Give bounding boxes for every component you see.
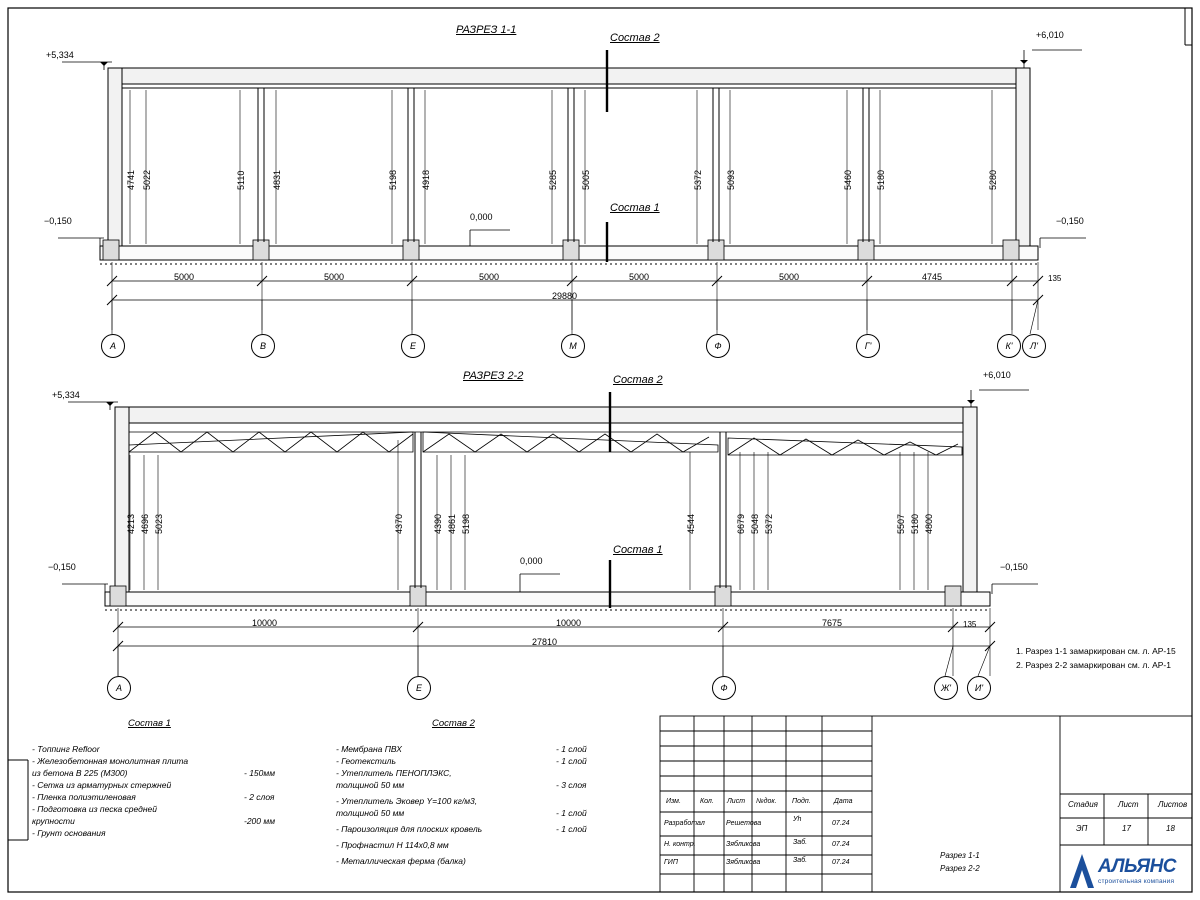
stamp-row-sign: Уh — [793, 816, 802, 823]
stamp-col-izm: Изм. — [666, 798, 681, 805]
legend-2-item: - Пароизоляция для плоских кровель — [336, 824, 483, 834]
sostav-2-mark-top-s2: Состав 2 — [613, 374, 663, 386]
axis-marker: Ф — [712, 676, 736, 700]
axis-marker: К' — [997, 334, 1021, 358]
height-label: 4696 — [140, 513, 150, 534]
height-label: 4544 — [686, 513, 696, 534]
legend-2-item: - Металлическая ферма (балка) — [336, 856, 466, 866]
section-1-title: РАЗРЕЗ 1-1 — [456, 24, 517, 36]
height-label: 5285 — [548, 169, 558, 190]
height-label: 4370 — [394, 513, 404, 534]
level-ground-left-s2: −0,150 — [48, 562, 76, 572]
height-label: 5372 — [764, 513, 774, 534]
height-label: 5180 — [876, 169, 886, 190]
total-length-s1: 29880 — [552, 291, 578, 301]
height-label: 4741 — [126, 169, 136, 190]
section-2-title: РАЗРЕЗ 2-2 — [463, 370, 524, 382]
legend-2-item: - Утеплитель ПЕНОПЛЭКС, — [336, 768, 452, 778]
legend-1-item: - Железобетонная монолитная плита — [32, 756, 189, 766]
span-label: 10000 — [252, 618, 278, 628]
stamp-meta-header: Стадия — [1068, 800, 1098, 809]
level-zero-s1: 0,000 — [470, 212, 493, 222]
stamp-meta-header: Лист — [1118, 800, 1139, 809]
height-label: 5280 — [988, 169, 998, 190]
legend-1-item: - Топпинг Refloor — [32, 744, 100, 754]
axis-marker: А — [101, 334, 125, 358]
level-top-left-s1: +5,334 — [46, 50, 74, 60]
legend-2-item: - Утеплитель Эковер Y=100 кг/м3, — [336, 796, 478, 806]
stamp-col-data: Дата — [834, 798, 853, 805]
legend-2-item: - Мембрана ПВХ — [336, 744, 402, 754]
stamp-col-ndok: №док. — [756, 798, 777, 805]
level-ground-right-s2: −0,150 — [1000, 562, 1028, 572]
stamp-col-list: Лист — [727, 798, 746, 805]
stamp-meta-value: 18 — [1166, 824, 1175, 833]
stamp-row-date: 07.24 — [832, 841, 850, 848]
stamp-doc-title-1: Разрез 1-1 — [940, 851, 980, 860]
span-label: 5000 — [479, 272, 500, 282]
height-label: 5198 — [388, 169, 398, 190]
legend-2-title: Состав 2 — [432, 718, 475, 729]
stamp-row-sign: Заб. — [793, 839, 808, 846]
height-label: 5372 — [693, 169, 703, 190]
span-label: 7675 — [822, 618, 843, 628]
height-label: 5048 — [750, 513, 760, 534]
legend-1-item: - Подготовка из песка средней — [32, 804, 157, 814]
company-tagline: строительная компания — [1098, 878, 1175, 885]
legend-2-item: толщиной 50 мм — [336, 808, 405, 818]
span-label: 135 — [963, 620, 977, 629]
legend-1-title: Состав 1 — [128, 718, 171, 729]
legend-1-value: - 150мм — [244, 768, 276, 778]
legend-2-value: - 1 слой — [556, 756, 587, 766]
sostav-1-mark-s2: Состав 1 — [613, 544, 663, 556]
axis-marker: Л' — [1022, 334, 1046, 358]
legend-1-item: - Грунт основания — [32, 828, 106, 838]
stamp-meta-value: ЭП — [1076, 824, 1088, 833]
stamp-row-date: 07.24 — [832, 820, 850, 827]
span-label: 5000 — [629, 272, 650, 282]
span-label: 5000 — [324, 272, 345, 282]
legend-1-item: крупности — [32, 816, 75, 826]
span-label: 4745 — [922, 272, 943, 282]
stamp-row-name: Решетова — [726, 820, 762, 827]
sostav-2-mark-top-s1: Состав 2 — [610, 32, 660, 44]
height-label: 5093 — [726, 169, 736, 190]
legend-1-item: - Пленка полиэтиленовая — [32, 792, 136, 802]
axis-marker: М — [561, 334, 585, 358]
stamp-meta-value: 17 — [1122, 824, 1131, 833]
stamp-row-role: ГИП — [664, 859, 678, 866]
height-label: 5005 — [581, 169, 591, 190]
height-label: 5507 — [896, 513, 906, 534]
axis-marker: А — [107, 676, 131, 700]
height-label: 5022 — [142, 169, 152, 190]
height-label: 4213 — [126, 513, 136, 534]
legend-1-value: -200 мм — [244, 816, 276, 826]
height-label: 4831 — [272, 169, 282, 190]
level-ground-left-s1: −0,150 — [44, 216, 72, 226]
axis-marker: Г' — [856, 334, 880, 358]
axis-marker: В — [251, 334, 275, 358]
stamp-row-date: 07.24 — [832, 859, 850, 866]
level-top-left-s2: +5,334 — [52, 390, 80, 400]
note-line-2: 2. Разрез 2-2 замаркирован см. л. АР-1 — [1016, 660, 1171, 670]
legend-1-value: - 2 слоя — [244, 792, 275, 802]
stamp-doc-title-2: Разрез 2-2 — [940, 864, 980, 873]
stamp-col-kol: Кол. — [700, 798, 714, 805]
total-length-s2: 27810 — [532, 637, 558, 647]
span-label: 5000 — [174, 272, 195, 282]
stamp-row-name: Зябликова — [726, 859, 761, 866]
legend-2-value: - 1 слой — [556, 744, 587, 754]
stamp-row-name: Зябликова — [726, 841, 761, 848]
legend-2-value: - 3 слоя — [556, 780, 587, 790]
height-label: 5198 — [461, 513, 471, 534]
level-ground-right-s1: −0,150 — [1056, 216, 1084, 226]
legend-1-item: из бетона В 225 (М300) — [32, 768, 128, 778]
axis-marker: Е — [401, 334, 425, 358]
span-label: 135 — [1048, 274, 1062, 283]
height-label: 6679 — [736, 513, 746, 534]
height-label: 5110 — [236, 170, 246, 190]
legend-2-item: толщиной 50 мм — [336, 780, 405, 790]
axis-marker: И' — [967, 676, 991, 700]
height-label: 4390 — [433, 513, 443, 534]
height-label: 4918 — [421, 169, 431, 190]
level-zero-s2: 0,000 — [520, 556, 543, 566]
span-label: 10000 — [556, 618, 582, 628]
stamp-row-role: Н. контр. — [664, 841, 696, 848]
height-label: 5180 — [910, 513, 920, 534]
axis-marker: Е — [407, 676, 431, 700]
axis-marker: Ф — [706, 334, 730, 358]
height-label: 4800 — [924, 513, 934, 534]
company-logo-text: АЛЬЯНС — [1098, 856, 1177, 877]
legend-2-value: - 1 слой — [556, 808, 587, 818]
height-label: 5460 — [843, 169, 853, 190]
sostav-1-mark-s1: Состав 1 — [610, 202, 660, 214]
legend-1-item: - Сетка из арматурных стержней — [32, 780, 172, 790]
level-top-right-s2: +6,010 — [983, 370, 1011, 380]
stamp-row-sign: Заб. — [793, 857, 808, 864]
axis-marker: Ж' — [934, 676, 958, 700]
span-label: 5000 — [779, 272, 800, 282]
level-top-right-s1: +6,010 — [1036, 30, 1064, 40]
legend-2-value: - 1 слой — [556, 824, 587, 834]
height-label: 5023 — [154, 513, 164, 534]
height-label: 4861 — [447, 513, 457, 534]
legend-2-item: - Профнастил Н 114х0,8 мм — [336, 840, 449, 850]
stamp-col-podp: Подп. — [792, 798, 811, 805]
note-line-1: 1. Разрез 1-1 замаркирован см. л. АР-15 — [1016, 646, 1176, 656]
stamp-row-role: Разработал — [664, 820, 705, 827]
legend-2-item: - Геотекстиль — [336, 756, 396, 766]
stamp-meta-header: Листов — [1158, 800, 1188, 809]
